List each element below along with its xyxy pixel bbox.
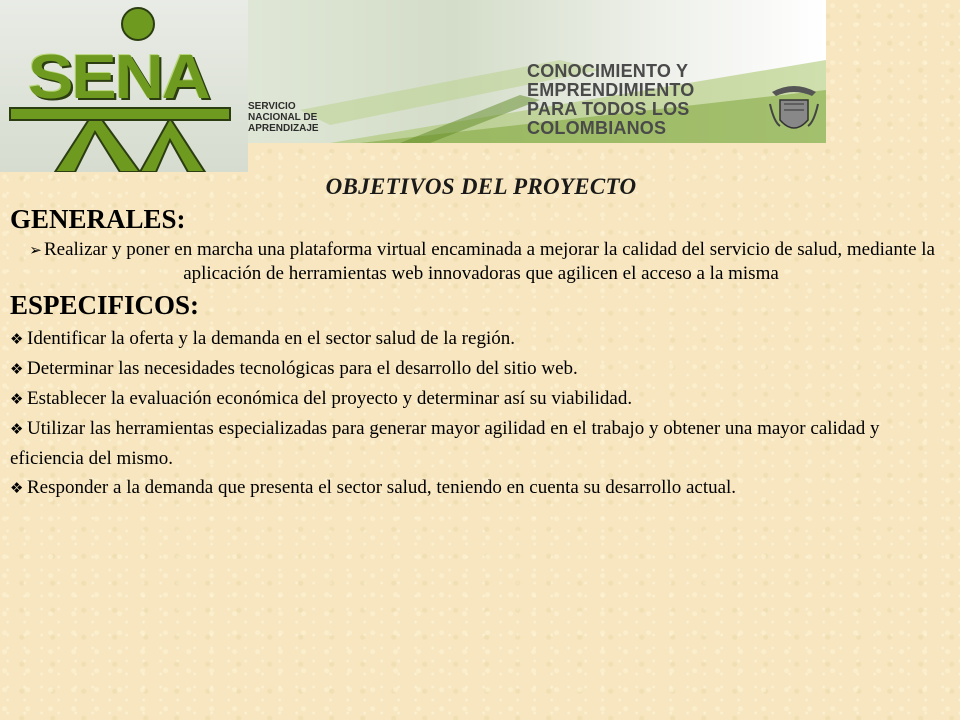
slide-title: OBJETIVOS DEL PROYECTO — [325, 174, 637, 199]
diamond-bullet-icon: ❖ — [10, 479, 24, 497]
header-banner — [0, 0, 960, 172]
slogan: CONOCIMIENTO Y EMPRENDIMIENTO PARA TODOS LOS COLOMBIANOS — [527, 61, 695, 138]
general-objective-text: Realizar y poner en marcha una plataforma virtual encaminada a mejorar la calidad del servicio de salud, mediante la aplicación de herramientas web innovadoras que agilicen el acceso a la misma — [43, 239, 935, 284]
diamond-bullet-icon: ❖ — [10, 390, 24, 408]
list-item: ❖ Identificar la oferta y la demanda en el sector salud de la región. — [10, 324, 952, 354]
specific-heading: ESPECIFICOS: — [10, 290, 200, 320]
coat-of-arms-icon — [768, 82, 820, 140]
arrow-bullet-icon: ➢ — [29, 241, 42, 259]
list-item: ❖ Responder a la demanda que presenta el sector salud, teniendo en cuenta su desarrollo actual. — [10, 473, 952, 503]
diamond-bullet-icon: ❖ — [10, 330, 24, 348]
sena-logo — [0, 0, 248, 172]
general-heading: GENERALES: — [10, 204, 186, 234]
list-item: ❖ Establecer la evaluación económica del proyecto y determinar así su viabilidad. — [10, 384, 952, 414]
slide-content — [10, 172, 952, 503]
diamond-bullet-icon: ❖ — [10, 360, 24, 378]
sena-logo-text: SENA — [28, 43, 209, 112]
list-item: ❖ Determinar las necesidades tecnológicas para el desarrollo del sitio web. — [10, 354, 952, 384]
institution-name: SERVICIO NACIONAL DE APRENDIZAJE — [248, 101, 319, 134]
list-item: ❖ Utilizar las herramientas especializadas para generar mayor agilidad en el trabajo y obtener una mayor calidad y eficiencia del mismo. — [10, 414, 952, 473]
diamond-bullet-icon: ❖ — [10, 420, 24, 438]
general-objective — [10, 238, 952, 286]
